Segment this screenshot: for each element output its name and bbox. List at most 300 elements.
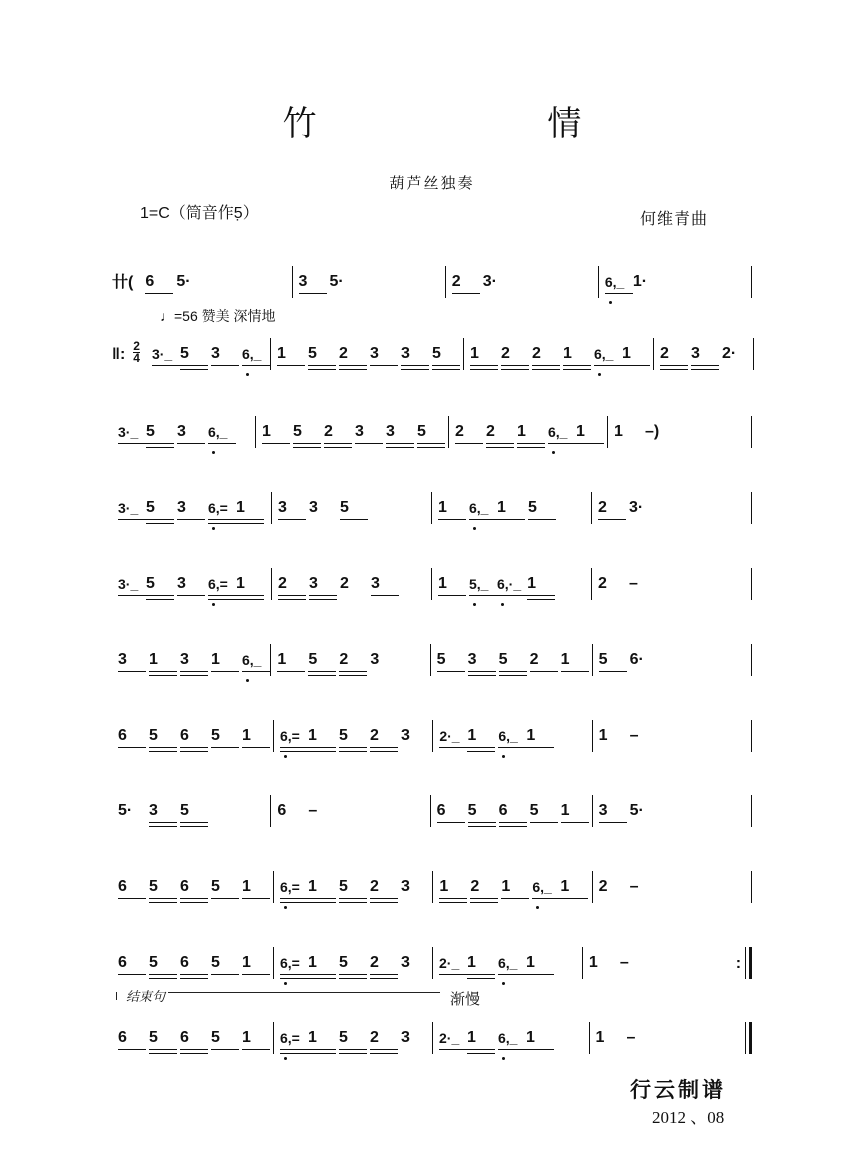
measure xyxy=(599,262,751,292)
note xyxy=(483,272,505,292)
note xyxy=(370,877,392,897)
note xyxy=(242,344,264,364)
note xyxy=(526,953,548,973)
note-text: 5 xyxy=(211,954,220,971)
measure xyxy=(112,791,270,821)
low-octave-dot xyxy=(609,301,612,304)
note-text: 6 xyxy=(436,802,446,819)
note xyxy=(211,1028,233,1048)
score-line xyxy=(112,640,752,670)
note xyxy=(467,1028,489,1048)
note xyxy=(149,953,171,973)
note xyxy=(176,272,198,292)
note xyxy=(118,574,140,594)
note xyxy=(308,953,330,973)
note-text: 5 xyxy=(211,878,220,895)
note-text: 1 xyxy=(595,1029,605,1046)
note xyxy=(598,498,620,518)
note xyxy=(439,953,461,973)
note xyxy=(277,344,299,364)
note-text: 3 xyxy=(180,651,189,668)
note-text: 6,= xyxy=(208,500,228,516)
measure xyxy=(593,791,751,821)
note xyxy=(308,344,330,364)
note-text: 5 xyxy=(308,651,318,668)
low-octave-dot xyxy=(284,906,287,909)
note xyxy=(277,650,299,670)
note xyxy=(691,344,713,364)
low-octave-dot xyxy=(284,755,287,758)
note-text: 3 xyxy=(298,273,308,290)
measure xyxy=(271,640,429,670)
note-text: 3· xyxy=(629,499,644,516)
note xyxy=(242,650,264,670)
note xyxy=(242,877,264,897)
note xyxy=(439,877,461,897)
note-text: 1 xyxy=(242,954,251,971)
note-text: 5 xyxy=(149,878,158,895)
note xyxy=(455,422,477,442)
note-text: – xyxy=(308,802,318,819)
note xyxy=(469,574,491,594)
note xyxy=(370,650,392,670)
barline-end xyxy=(751,720,752,752)
low-octave-dot xyxy=(212,527,215,530)
note xyxy=(486,422,508,442)
measure xyxy=(112,1018,273,1048)
note-text: 5 xyxy=(339,878,348,895)
note xyxy=(118,877,140,897)
ending-label: 结束句 xyxy=(126,986,168,1005)
note xyxy=(599,801,621,821)
note-text: 6 xyxy=(180,727,189,744)
note xyxy=(530,801,552,821)
note xyxy=(498,953,520,973)
note xyxy=(439,1028,461,1048)
note xyxy=(208,498,230,518)
note-text: 2·_ xyxy=(439,955,460,971)
measure xyxy=(431,791,592,821)
note xyxy=(118,726,140,746)
score-line xyxy=(112,412,752,442)
note-text: 2 xyxy=(598,878,608,895)
note xyxy=(339,726,361,746)
note-text: 3 xyxy=(177,423,186,440)
note-text: 5 xyxy=(293,423,302,440)
note-text: 2 xyxy=(370,727,379,744)
note-text: 2 xyxy=(598,575,607,592)
note xyxy=(277,801,299,821)
note xyxy=(468,801,490,821)
note-text: 2 xyxy=(529,651,539,668)
note xyxy=(561,650,583,670)
note-text: 3·_ xyxy=(118,576,139,592)
note xyxy=(452,272,474,292)
note xyxy=(401,953,423,973)
note-text: 3 xyxy=(370,651,380,668)
final-barline xyxy=(745,947,752,979)
note xyxy=(629,574,651,594)
note xyxy=(501,344,523,364)
note xyxy=(370,344,392,364)
note xyxy=(149,1028,171,1048)
note xyxy=(146,574,168,594)
note xyxy=(432,344,454,364)
note xyxy=(561,801,583,821)
measure xyxy=(449,412,607,442)
note-text: 2 xyxy=(455,423,464,440)
note xyxy=(149,877,171,897)
score-line xyxy=(112,262,752,292)
note xyxy=(563,344,585,364)
note xyxy=(324,422,346,442)
note-text: 1 xyxy=(467,1029,476,1046)
barline-end xyxy=(751,795,752,827)
tempo-marking: ♩=56 赞美 深情地 xyxy=(160,308,276,324)
note-text: 6 xyxy=(118,1029,127,1046)
note-text: 5 xyxy=(339,727,348,744)
measure xyxy=(274,867,432,897)
note-text: 1 xyxy=(242,1029,251,1046)
note-text: 5· xyxy=(329,273,344,290)
measure xyxy=(271,791,429,821)
note xyxy=(118,801,140,821)
note xyxy=(242,1028,264,1048)
note-text: – xyxy=(619,954,629,971)
note xyxy=(278,574,300,594)
measure xyxy=(139,262,291,292)
note xyxy=(629,498,651,518)
note xyxy=(370,726,392,746)
note-text: 5 xyxy=(498,651,508,668)
note-text: – xyxy=(629,575,638,592)
measure xyxy=(112,640,270,670)
note-text: 1 xyxy=(621,345,631,362)
measure xyxy=(112,867,273,897)
note xyxy=(330,272,352,292)
note-text: 3·_ xyxy=(118,424,139,440)
note-text: 1· xyxy=(632,273,648,290)
note xyxy=(118,953,140,973)
note-text: 2 xyxy=(278,575,287,592)
note-text: 1 xyxy=(308,878,317,895)
measure xyxy=(590,1018,746,1048)
note xyxy=(470,344,492,364)
measure xyxy=(271,334,463,364)
low-octave-dot xyxy=(502,1057,505,1060)
transcriber-credit: 行云制谱 xyxy=(630,1079,726,1102)
note xyxy=(211,650,233,670)
note-text: 6,_ xyxy=(593,346,614,362)
score-line xyxy=(112,334,752,364)
note xyxy=(630,877,652,897)
note-text: 5 xyxy=(598,651,608,668)
measure xyxy=(592,488,751,518)
note xyxy=(401,1028,423,1048)
note xyxy=(146,498,168,518)
note-text: 3 xyxy=(467,651,477,668)
note xyxy=(371,574,393,594)
note xyxy=(340,574,362,594)
note-text: 3 xyxy=(278,499,287,516)
measure xyxy=(112,716,273,746)
note-text: 2 xyxy=(470,878,480,895)
note-text: – xyxy=(629,878,639,895)
note-text: 1 xyxy=(277,651,287,668)
note-text: 3 xyxy=(400,345,410,362)
note xyxy=(211,953,233,973)
note-text: 6,= xyxy=(280,728,300,744)
note-text: 5 xyxy=(529,802,539,819)
note-text: 1 xyxy=(562,345,572,362)
low-octave-dot xyxy=(246,373,249,376)
measure xyxy=(433,867,591,897)
note-text: 6,= xyxy=(208,576,228,592)
note xyxy=(627,1028,649,1048)
note-text: 2 xyxy=(338,345,348,362)
note xyxy=(526,726,548,746)
measure xyxy=(431,640,592,670)
note xyxy=(146,422,168,442)
measure xyxy=(274,943,432,973)
note xyxy=(660,344,682,364)
note-text: 6,_ xyxy=(242,652,262,668)
note xyxy=(208,422,230,442)
note xyxy=(180,344,202,364)
note-text: 6 xyxy=(277,802,287,819)
note xyxy=(401,344,423,364)
note-text: 1 xyxy=(149,651,158,668)
note-text: 5 xyxy=(179,345,189,362)
note-text: 6,_ xyxy=(498,955,518,971)
note xyxy=(211,344,233,364)
note-text: 1 xyxy=(308,727,317,744)
note xyxy=(242,726,264,746)
note-text: 6,_ xyxy=(548,424,568,440)
note-text: 1 xyxy=(526,727,536,744)
note-text: 1 xyxy=(576,423,585,440)
low-octave-dot xyxy=(246,679,249,682)
note-text: 1 xyxy=(467,954,476,971)
note xyxy=(598,574,620,594)
ending-bracket-hook xyxy=(116,992,117,1000)
note xyxy=(177,574,199,594)
note-text: 5 xyxy=(340,499,349,516)
note xyxy=(498,1028,520,1048)
note xyxy=(208,574,230,594)
note-text: 1 xyxy=(560,878,570,895)
note-text: 2 xyxy=(659,345,669,362)
note-text: –) xyxy=(645,423,660,440)
note-text: 5 xyxy=(528,499,537,516)
note-text: 6 xyxy=(118,727,127,744)
note-text: 6· xyxy=(629,651,644,668)
note-text: 3 xyxy=(355,423,364,440)
note-text: 1 xyxy=(526,1029,535,1046)
note-text: 3 xyxy=(401,727,410,744)
note xyxy=(280,953,302,973)
note xyxy=(177,422,199,442)
note xyxy=(145,272,167,292)
low-octave-dot xyxy=(552,451,555,454)
note xyxy=(339,1028,361,1048)
note-text: 5 xyxy=(146,499,155,516)
note xyxy=(180,877,202,897)
note-text: 6 xyxy=(118,954,127,971)
barline-end xyxy=(751,492,752,524)
note-text: 5· xyxy=(118,802,133,819)
note-text: 1 xyxy=(236,575,245,592)
note-text: 2 xyxy=(324,423,333,440)
note-text: 5 xyxy=(339,1029,348,1046)
time-denominator: 4 xyxy=(133,351,140,365)
note-text: 6,= xyxy=(280,955,300,971)
note xyxy=(309,574,331,594)
note-text: 1 xyxy=(501,878,511,895)
note xyxy=(180,801,202,821)
note xyxy=(599,726,621,746)
time-signature xyxy=(133,341,140,364)
note xyxy=(180,726,202,746)
note xyxy=(236,498,258,518)
note-text: 2 xyxy=(531,345,541,362)
note xyxy=(527,574,549,594)
note xyxy=(308,801,330,821)
note-text: 5 xyxy=(467,802,477,819)
note-text: 1 xyxy=(276,345,286,362)
note-text: 2· xyxy=(721,345,737,362)
note-text: 5 xyxy=(211,727,220,744)
note-text: 3· xyxy=(482,273,497,290)
note xyxy=(439,726,461,746)
note-text: 6,_ xyxy=(208,424,228,440)
score-line xyxy=(112,791,752,821)
note-text: 3 xyxy=(309,575,318,592)
note xyxy=(469,498,491,518)
note-text: 5 xyxy=(146,423,155,440)
note-text: 2 xyxy=(451,273,461,290)
note-text: 5 xyxy=(339,954,348,971)
note-text: 1 xyxy=(560,802,570,819)
note xyxy=(630,801,652,821)
note-text: 1 xyxy=(588,954,598,971)
note xyxy=(211,726,233,746)
note xyxy=(308,726,330,746)
note-text: 5 xyxy=(211,1029,220,1046)
low-octave-dot xyxy=(598,373,601,376)
measure xyxy=(433,1018,589,1048)
note xyxy=(262,422,284,442)
note xyxy=(278,498,300,518)
note-text: 1 xyxy=(467,727,477,744)
measure xyxy=(272,488,431,518)
note xyxy=(118,422,140,442)
barline-end xyxy=(751,568,752,600)
note-text: 1 xyxy=(242,727,251,744)
note-text: 6,_ xyxy=(532,879,552,895)
note-text: 1 xyxy=(527,575,537,592)
note xyxy=(722,344,744,364)
note xyxy=(437,801,459,821)
note xyxy=(501,877,523,897)
note-text: 6,= xyxy=(280,879,300,895)
note-text: 6 xyxy=(498,802,508,819)
note-text: 5 xyxy=(146,575,155,592)
score-line xyxy=(112,943,752,973)
score-line xyxy=(112,716,752,746)
note xyxy=(467,726,489,746)
measure xyxy=(274,1018,432,1048)
note-text: 3 xyxy=(401,954,410,971)
note-text: 3 xyxy=(118,651,127,668)
note-text: 2·_ xyxy=(439,1030,460,1046)
note xyxy=(339,953,361,973)
measure xyxy=(112,412,255,442)
measure xyxy=(608,412,751,442)
note-text: 2·_ xyxy=(439,728,460,744)
note-text: 1 xyxy=(308,954,317,971)
note-text: 3 xyxy=(690,345,700,362)
note xyxy=(599,877,621,897)
measure xyxy=(272,564,431,594)
score-line xyxy=(112,1018,752,1048)
note-text: 6 xyxy=(180,954,189,971)
note xyxy=(339,650,361,670)
note-text: 1 xyxy=(517,423,526,440)
note-text: 1 xyxy=(438,575,447,592)
note xyxy=(293,422,315,442)
note xyxy=(467,953,489,973)
note xyxy=(532,344,554,364)
low-octave-dot xyxy=(501,603,504,606)
note-text: 1 xyxy=(560,651,570,668)
note-text: 2 xyxy=(339,651,349,668)
key-signature: 1=C（筒音作5̣） xyxy=(140,205,259,222)
note xyxy=(532,877,554,897)
note-text: 2 xyxy=(486,423,495,440)
note xyxy=(633,272,655,292)
note xyxy=(517,422,539,442)
note-text: 2 xyxy=(370,878,379,895)
low-octave-dot xyxy=(502,755,505,758)
note xyxy=(355,422,377,442)
measure xyxy=(274,716,432,746)
note-text: 3 xyxy=(401,1029,410,1046)
line-prefix: 卄( xyxy=(112,274,134,291)
note-text: 6,_ xyxy=(241,346,262,362)
low-octave-dot xyxy=(502,982,505,985)
measure xyxy=(446,262,598,292)
note xyxy=(622,344,644,364)
note-text: 6,·_ xyxy=(497,576,522,592)
measure xyxy=(146,334,270,364)
note xyxy=(401,877,423,897)
note xyxy=(370,1028,392,1048)
note xyxy=(499,650,521,670)
measure xyxy=(593,867,751,897)
note-text: 3 xyxy=(401,878,410,895)
note-text: 1 xyxy=(526,954,535,971)
note-text: 2 xyxy=(340,575,349,592)
note xyxy=(309,498,331,518)
low-octave-dot xyxy=(212,603,215,606)
note xyxy=(340,498,362,518)
note-text: 6,= xyxy=(280,1030,300,1046)
note-text: 6 xyxy=(118,878,127,895)
ending-bracket-line xyxy=(128,992,440,993)
note-text: 5 xyxy=(417,423,426,440)
measure xyxy=(433,943,582,973)
